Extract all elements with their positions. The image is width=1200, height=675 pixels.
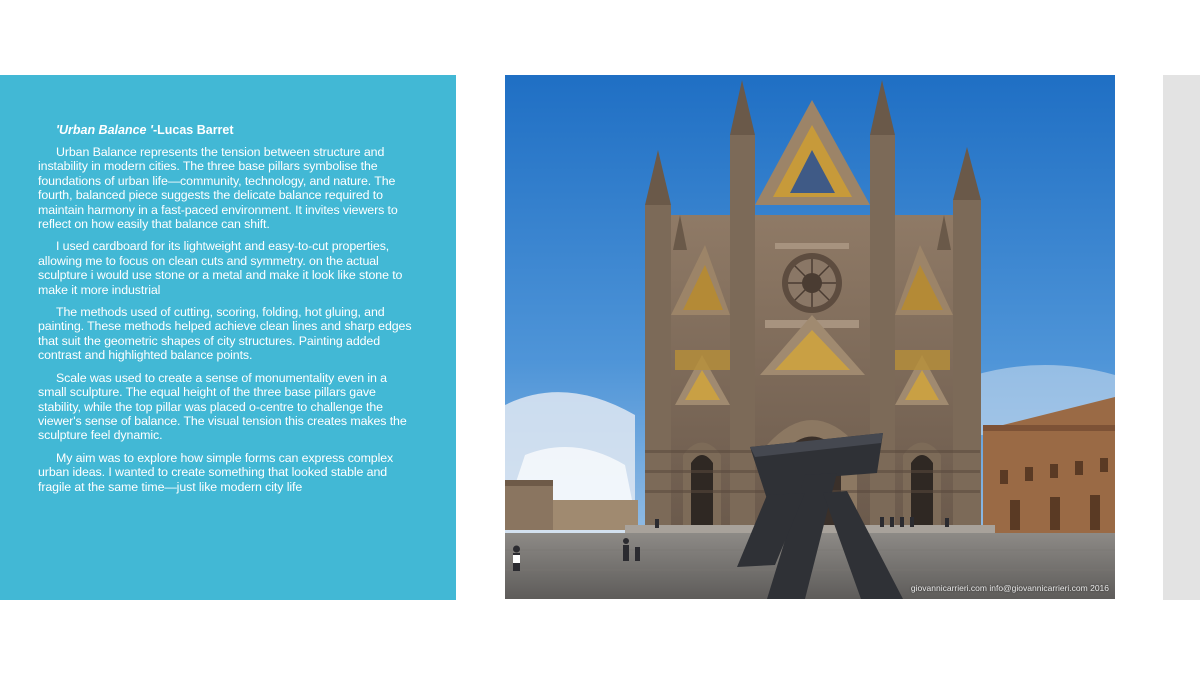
artwork-title-author: -Lucas Barret	[152, 123, 234, 137]
cathedral-photo-illustration	[505, 75, 1115, 599]
paragraph-aim: My aim was to explore how simple forms can express complex urban ideas. I wanted to create something that looked stable and fragile at the same time—just like modern city life	[38, 450, 394, 494]
artwork-title	[56, 123, 416, 137]
text-panel	[0, 75, 456, 600]
paragraph-materials: I used cardboard for its lightweight and easy-to-cut properties, allowing me to focus on clean cuts and symmetry. on the actual sculpture i would use stone or a metal and make it look like stone to make it more industrial	[38, 239, 403, 297]
cathedral-photo	[505, 75, 1115, 599]
paragraph-concept: Urban Balance represents the tension between structure and instability in modern cities. The three base pillars symbolise the foundations of urban life—community, technology, and nature. The fourth, balanced piece suggests the delicate balance required to maintain harmony in a fast-paced environment. It invites viewers to reflect on how easily that balance can shift.	[38, 145, 398, 232]
photo-credit: giovannicarrieri.com info@giovannicarrieri.com 2016	[910, 583, 1109, 593]
paragraph-methods: The methods used of cutting, scoring, folding, hot gluing, and painting. These methods helped achieve clean lines and sharp edges that suit the geometric shapes of city structures. Painting added contrast and highlighted balance points.	[38, 305, 412, 363]
next-slide-strip	[1163, 75, 1200, 600]
paragraph-scale: Scale was used to create a sense of monumentality even in a small sculpture. The equal height of the three base pillars gave stability, while the top pillar was placed o-centre to challenge the viewer's sense of balance. The visual tension this creates makes the sculpture feel dynamic.	[38, 370, 407, 443]
artwork-title-work: 'Urban Balance '	[56, 123, 153, 137]
